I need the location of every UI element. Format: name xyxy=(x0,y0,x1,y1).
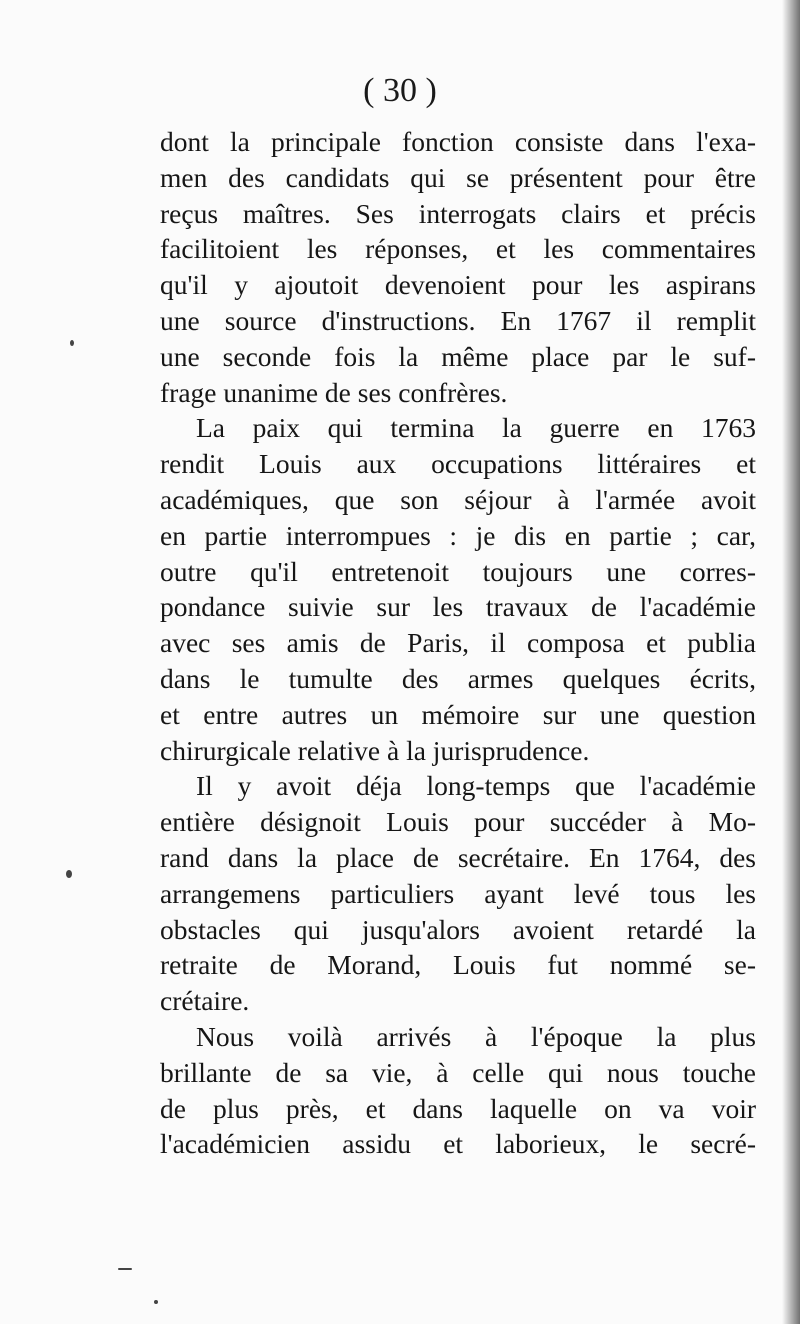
text-line: chirurgicale relative à la jurisprudence. xyxy=(160,734,590,766)
text-line: outre qu'il entretenoit toujours une corres- xyxy=(160,555,756,587)
text-line: frage unanime de ses confrères. xyxy=(160,376,508,408)
text-line: reçus maîtres. Ses interrogats clairs et précis xyxy=(160,197,756,229)
text-line: obstacles qui jusqu'alors avoient retardé la xyxy=(160,913,756,945)
text-line: de plus près, et dans laquelle on va voir xyxy=(160,1092,756,1124)
text-line: pondance suivie sur les travaux de l'académie xyxy=(160,591,756,623)
text-line: l'académicien assidu et laborieux, le secré- xyxy=(160,1128,756,1160)
paragraph-start-line: La paix qui termina la guerre en 1763 xyxy=(196,412,756,444)
text-line: dont la principale fonction consiste dans l'exa- xyxy=(160,126,756,157)
text-line: dans le tumulte des armes quelques écrits, xyxy=(160,662,756,694)
text-line: qu'il y ajoutoit devenoient pour les aspirans xyxy=(160,269,756,301)
text-line: avec ses amis de Paris, il composa et publia xyxy=(160,627,756,659)
text-line: une source d'instructions. En 1767 il remplit xyxy=(160,304,756,336)
page-edge-shadow xyxy=(782,0,800,1324)
text-line: crétaire. xyxy=(160,985,250,1017)
text-line: rand dans la place de secrétaire. En 1764, des xyxy=(160,841,756,873)
text-line: rendit Louis aux occupations littéraires et xyxy=(160,448,756,480)
text-line: arrangemens particuliers ayant levé tous les xyxy=(160,877,756,909)
text-line: brillante de sa vie, à celle qui nous touche xyxy=(160,1056,756,1088)
text-line: entière désignoit Louis pour succéder à Mo- xyxy=(160,806,756,838)
ink-speck xyxy=(70,340,74,346)
ink-speck xyxy=(118,1268,132,1270)
text-line: et entre autres un mémoire sur une question xyxy=(160,698,756,730)
text-line: men des candidats qui se présentent pour être xyxy=(160,161,756,193)
text-line: une seconde fois la même place par le suf- xyxy=(160,340,756,372)
body-text xyxy=(160,124,756,1162)
text-line: académiques, que son séjour à l'armée avoit xyxy=(160,483,756,515)
paragraph-start-line: Il y avoit déja long-temps que l'académie xyxy=(196,770,756,802)
page-number: ( 30 ) xyxy=(363,72,437,109)
text-line: facilitoient les réponses, et les commentaires xyxy=(160,233,756,265)
paragraph-start-line: Nous voilà arrivés à l'époque la plus xyxy=(196,1020,756,1052)
text-line: en partie interrompues : je dis en partie ; car, xyxy=(160,519,756,551)
ink-speck xyxy=(66,870,72,878)
text-line: retraite de Morand, Louis fut nommé se- xyxy=(160,949,756,981)
ink-speck xyxy=(154,1300,158,1304)
